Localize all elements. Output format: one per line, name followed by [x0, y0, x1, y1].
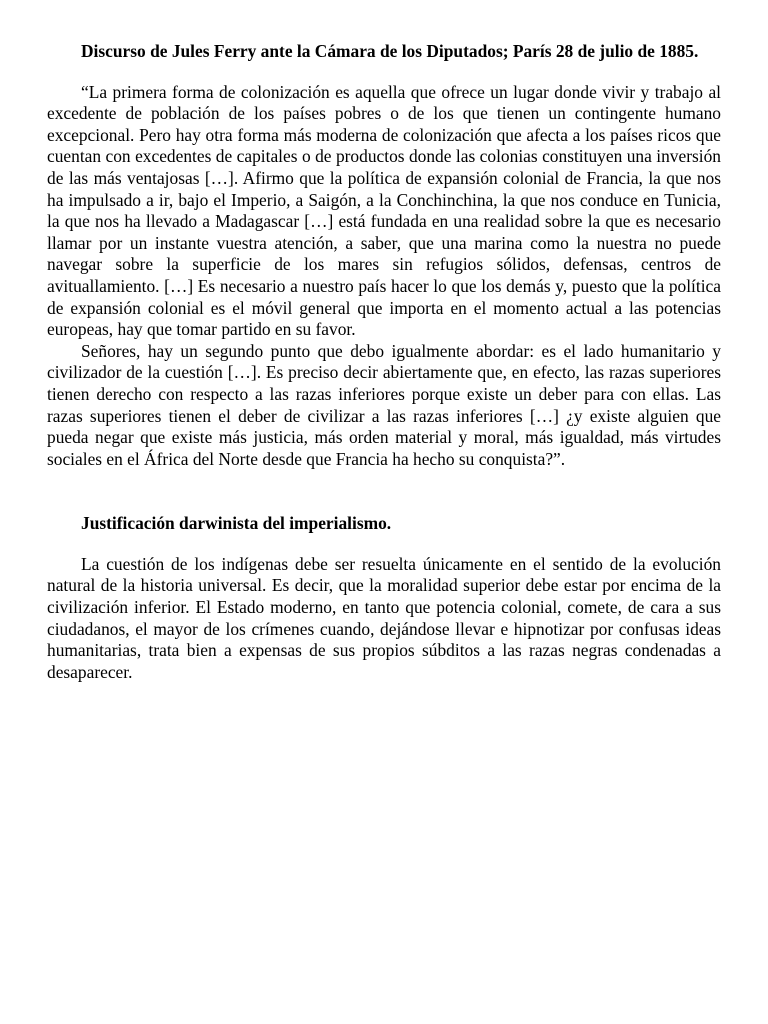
section-title-jules-ferry: Discurso de Jules Ferry ante la Cámara de los Diputados; París 28 de julio de 1885. [81, 41, 699, 61]
document-page [47, 41, 721, 683]
paragraph-ferry-speech-2: Señores, hay un segundo punto que debo igualmente abordar: es el lado humanitario y civilizador de la cuestión […]. Es preciso decir abiertamente que, en efecto, las razas superiores tienen derecho con respecto a las razas inferiores porque existe un deber para con ellas. Las razas superiores tienen el deber de civilizar a las razas inferiores […] ¿y existe alguien que pueda negar que existe más justicia, más orden material y moral, más igualdad, más virtudes sociales en el África del Norte desde que Francia ha hecho su conquista?”. [47, 340, 721, 469]
paragraph-darwinism: La cuestión de los indígenas debe ser resuelta únicamente en el sentido de la evolución natural de la historia universal. Es decir, que la moralidad superior debe estar por encima de la civilización inferior. El Estado moderno, en tanto que potencia colonial, comete, de cara a sus ciudadanos, el mayor de los crímenes cuando, dejándose llevar e hipnotizar por confusas ideas humanitarias, trata bien a expensas de sus propios súbditos a las razas negras condenadas a desaparecer. [47, 553, 721, 682]
section-title-darwinism: Justificación darwinista del imperialismo. [81, 513, 392, 534]
paragraph-ferry-speech-1: “La primera forma de colonización es aquella que ofrece un lugar donde vivir y trabajo al excedente de población de los países pobres o de los que tienen un contingente humano excepcional. Pero hay otra forma más moderna de colonización que afecta a los países ricos que cuentan con excedentes de capitales o de productos donde las colonias constituyen una inversión de las más ventajosas […]. Afirmo que la política de expansión colonial de Francia, la que nos ha impulsado a ir, bajo el Imperio, a Saigón, a la Conchinchina, la que nos conduce en Tunicia, la que nos ha llevado a Madagascar […] está fundada en una realidad sobre la que es necesario llamar por un instante vuestra atención, a saber, que una marina como la nuestra no puede navegar sobre la superficie de los mares sin refugios sólidos, defensas, centros de avituallamiento. […] Es necesario a nuestro país hacer lo que los demás y, puesto que la política de expansión colonial es el móvil general que importa en el momento actual a las potencias europeas, hay que tomar partido en su favor. [47, 81, 721, 340]
